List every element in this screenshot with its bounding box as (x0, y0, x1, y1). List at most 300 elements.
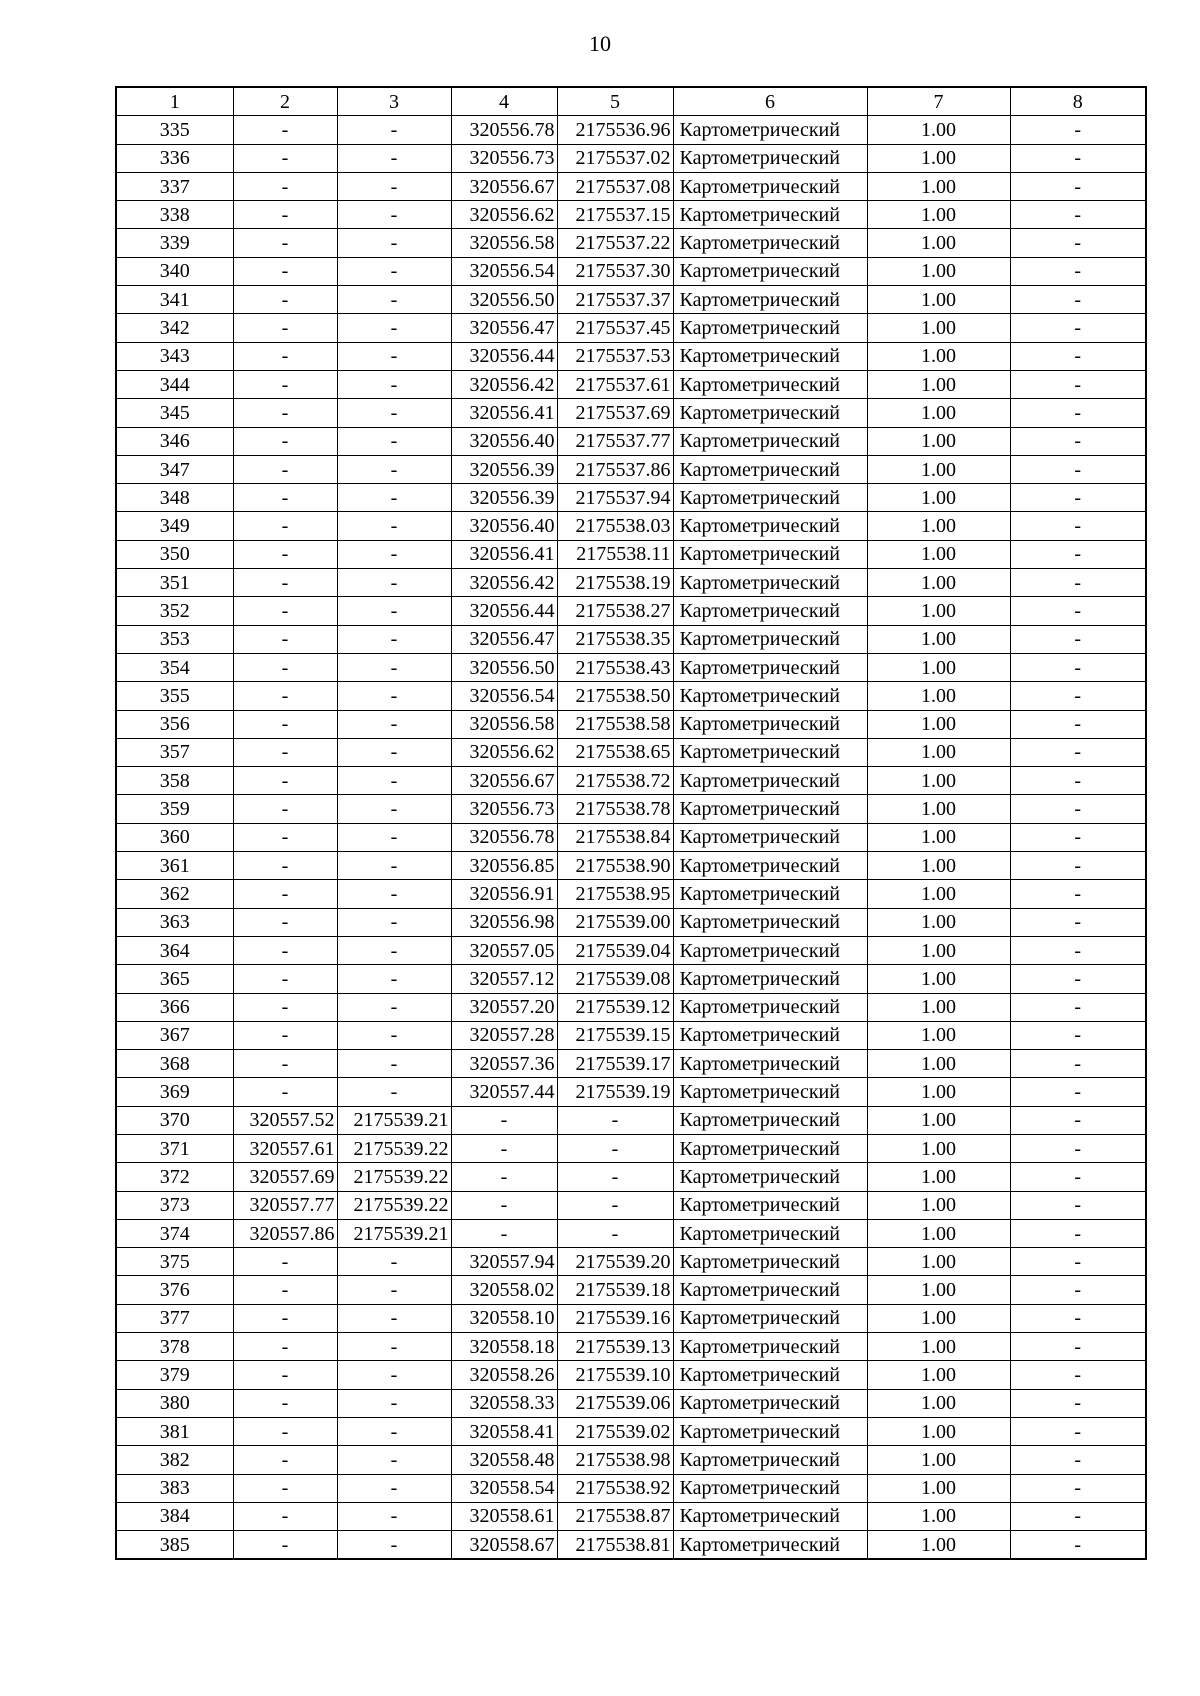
cell-old-y: - (337, 1531, 451, 1560)
cell-method: Картометрический (673, 540, 867, 568)
cell-old-y: 2175539.21 (337, 1219, 451, 1247)
cell-method: Картометрический (673, 1389, 867, 1417)
cell-new-y: 2175538.43 (557, 653, 673, 681)
cell-old-x: - (233, 852, 337, 880)
cell-method: Картометрический (673, 1134, 867, 1162)
table-row (116, 738, 1146, 766)
cell-point-number: 375 (116, 1248, 233, 1276)
cell-accuracy: 1.00 (867, 370, 1010, 398)
cell-old-y: - (337, 738, 451, 766)
cell-description: - (1010, 1474, 1146, 1502)
table-row (116, 625, 1146, 653)
cell-new-x: 320558.41 (451, 1417, 557, 1445)
cell-old-x: - (233, 370, 337, 398)
cell-method: Картометрический (673, 1502, 867, 1530)
cell-accuracy: 1.00 (867, 314, 1010, 342)
cell-new-x: 320556.39 (451, 484, 557, 512)
table-row (116, 880, 1146, 908)
cell-description: - (1010, 370, 1146, 398)
cell-new-x: 320556.39 (451, 455, 557, 483)
cell-new-y: 2175537.69 (557, 399, 673, 427)
table-body (116, 116, 1146, 1560)
cell-old-y: - (337, 710, 451, 738)
table-row (116, 1078, 1146, 1106)
cell-old-y: - (337, 823, 451, 851)
table-row (116, 1163, 1146, 1191)
cell-accuracy: 1.00 (867, 342, 1010, 370)
header-cell-8: 8 (1010, 87, 1146, 116)
cell-old-y: - (337, 653, 451, 681)
table-row (116, 427, 1146, 455)
header-cell-5: 5 (557, 87, 673, 116)
table-row (116, 1446, 1146, 1474)
table-row (116, 1191, 1146, 1219)
cell-point-number: 348 (116, 484, 233, 512)
cell-old-x: - (233, 540, 337, 568)
cell-method: Картометрический (673, 172, 867, 200)
cell-method: Картометрический (673, 1474, 867, 1502)
table-row (116, 286, 1146, 314)
table-row (116, 1021, 1146, 1049)
cell-description: - (1010, 1276, 1146, 1304)
cell-old-y: - (337, 1050, 451, 1078)
cell-new-x: - (451, 1163, 557, 1191)
cell-old-y: - (337, 936, 451, 964)
cell-point-number: 341 (116, 286, 233, 314)
table-row (116, 540, 1146, 568)
cell-accuracy: 1.00 (867, 1502, 1010, 1530)
cell-new-x: 320557.20 (451, 993, 557, 1021)
cell-accuracy: 1.00 (867, 1021, 1010, 1049)
cell-point-number: 359 (116, 795, 233, 823)
cell-description: - (1010, 1219, 1146, 1247)
cell-accuracy: 1.00 (867, 201, 1010, 229)
cell-method: Картометрический (673, 1219, 867, 1247)
cell-old-y: - (337, 512, 451, 540)
cell-point-number: 351 (116, 569, 233, 597)
cell-new-x: 320556.73 (451, 144, 557, 172)
cell-new-y: 2175539.12 (557, 993, 673, 1021)
cell-new-x: 320556.78 (451, 116, 557, 144)
cell-point-number: 365 (116, 965, 233, 993)
cell-old-y: - (337, 1474, 451, 1502)
table-row (116, 342, 1146, 370)
cell-accuracy: 1.00 (867, 257, 1010, 285)
table-row (116, 116, 1146, 144)
cell-point-number: 369 (116, 1078, 233, 1106)
cell-point-number: 367 (116, 1021, 233, 1049)
cell-old-y: - (337, 172, 451, 200)
table-row (116, 965, 1146, 993)
cell-description: - (1010, 1134, 1146, 1162)
cell-description: - (1010, 116, 1146, 144)
table-row (116, 1219, 1146, 1247)
cell-description: - (1010, 1304, 1146, 1332)
cell-method: Картометрический (673, 1050, 867, 1078)
cell-new-x: 320558.02 (451, 1276, 557, 1304)
cell-description: - (1010, 1502, 1146, 1530)
cell-description: - (1010, 908, 1146, 936)
cell-new-x: 320556.44 (451, 342, 557, 370)
table-row (116, 455, 1146, 483)
cell-accuracy: 1.00 (867, 229, 1010, 257)
cell-method: Картометрический (673, 286, 867, 314)
cell-method: Картометрический (673, 1417, 867, 1445)
table-row (116, 1417, 1146, 1445)
cell-accuracy: 1.00 (867, 399, 1010, 427)
cell-old-y: - (337, 965, 451, 993)
cell-new-x: - (451, 1134, 557, 1162)
cell-accuracy: 1.00 (867, 1248, 1010, 1276)
cell-description: - (1010, 1389, 1146, 1417)
cell-new-x: 320556.62 (451, 201, 557, 229)
cell-method: Картометрический (673, 229, 867, 257)
cell-old-y: - (337, 1304, 451, 1332)
cell-point-number: 366 (116, 993, 233, 1021)
cell-accuracy: 1.00 (867, 484, 1010, 512)
cell-method: Картометрический (673, 484, 867, 512)
cell-method: Картометрический (673, 1446, 867, 1474)
cell-point-number: 340 (116, 257, 233, 285)
cell-accuracy: 1.00 (867, 1531, 1010, 1560)
cell-new-y: 2175539.16 (557, 1304, 673, 1332)
cell-method: Картометрический (673, 342, 867, 370)
cell-new-x: 320556.42 (451, 569, 557, 597)
cell-new-y: 2175538.87 (557, 1502, 673, 1530)
cell-new-y: 2175539.06 (557, 1389, 673, 1417)
cell-description: - (1010, 965, 1146, 993)
table-row (116, 908, 1146, 936)
table-row (116, 653, 1146, 681)
cell-old-y: - (337, 682, 451, 710)
cell-old-y: - (337, 399, 451, 427)
cell-old-y: - (337, 767, 451, 795)
cell-accuracy: 1.00 (867, 1333, 1010, 1361)
cell-point-number: 337 (116, 172, 233, 200)
cell-method: Картометрический (673, 257, 867, 285)
cell-new-y: 2175538.72 (557, 767, 673, 795)
cell-method: Картометрический (673, 314, 867, 342)
cell-description: - (1010, 597, 1146, 625)
table-row (116, 823, 1146, 851)
cell-new-x: - (451, 1106, 557, 1134)
cell-point-number: 380 (116, 1389, 233, 1417)
cell-point-number: 339 (116, 229, 233, 257)
table-row (116, 852, 1146, 880)
cell-new-y: 2175537.15 (557, 201, 673, 229)
header-row (116, 87, 1146, 116)
cell-method: Картометрический (673, 965, 867, 993)
cell-new-x: 320556.40 (451, 427, 557, 455)
cell-new-y: - (557, 1191, 673, 1219)
table-row (116, 1333, 1146, 1361)
cell-point-number: 364 (116, 936, 233, 964)
cell-description: - (1010, 993, 1146, 1021)
cell-old-y: - (337, 144, 451, 172)
cell-description: - (1010, 1361, 1146, 1389)
cell-method: Картометрический (673, 880, 867, 908)
cell-point-number: 355 (116, 682, 233, 710)
cell-old-x: 320557.61 (233, 1134, 337, 1162)
cell-point-number: 379 (116, 1361, 233, 1389)
cell-point-number: 381 (116, 1417, 233, 1445)
table-row (116, 569, 1146, 597)
cell-old-x: - (233, 597, 337, 625)
cell-method: Картометрический (673, 455, 867, 483)
cell-point-number: 336 (116, 144, 233, 172)
cell-new-x: 320557.12 (451, 965, 557, 993)
cell-new-y: 2175539.13 (557, 1333, 673, 1361)
cell-method: Картометрический (673, 1276, 867, 1304)
cell-new-x: 320557.44 (451, 1078, 557, 1106)
cell-description: - (1010, 342, 1146, 370)
cell-new-x: 320556.85 (451, 852, 557, 880)
cell-new-x: 320556.47 (451, 625, 557, 653)
cell-description: - (1010, 710, 1146, 738)
cell-old-y: - (337, 1361, 451, 1389)
cell-old-y: - (337, 201, 451, 229)
table-row (116, 257, 1146, 285)
cell-description: - (1010, 229, 1146, 257)
cell-old-y: - (337, 1417, 451, 1445)
cell-new-y: 2175538.50 (557, 682, 673, 710)
cell-new-x: 320557.36 (451, 1050, 557, 1078)
table-row (116, 399, 1146, 427)
cell-point-number: 356 (116, 710, 233, 738)
cell-accuracy: 1.00 (867, 1474, 1010, 1502)
cell-new-x: 320556.73 (451, 795, 557, 823)
cell-new-x: 320558.18 (451, 1333, 557, 1361)
table-row (116, 1502, 1146, 1530)
cell-accuracy: 1.00 (867, 1361, 1010, 1389)
cell-new-x: 320558.10 (451, 1304, 557, 1332)
cell-accuracy: 1.00 (867, 1134, 1010, 1162)
cell-accuracy: 1.00 (867, 116, 1010, 144)
cell-new-x: 320556.47 (451, 314, 557, 342)
table-row (116, 144, 1146, 172)
cell-old-x: - (233, 1446, 337, 1474)
cell-new-y: 2175538.65 (557, 738, 673, 766)
cell-method: Картометрический (673, 852, 867, 880)
cell-new-y: 2175538.95 (557, 880, 673, 908)
cell-new-y: 2175539.08 (557, 965, 673, 993)
cell-description: - (1010, 172, 1146, 200)
cell-new-x: 320556.98 (451, 908, 557, 936)
cell-accuracy: 1.00 (867, 569, 1010, 597)
cell-description: - (1010, 1446, 1146, 1474)
cell-new-y: 2175536.96 (557, 116, 673, 144)
table-row (116, 1050, 1146, 1078)
cell-new-y: 2175539.04 (557, 936, 673, 964)
cell-accuracy: 1.00 (867, 908, 1010, 936)
cell-old-y: - (337, 484, 451, 512)
cell-old-x: - (233, 569, 337, 597)
cell-new-y: 2175538.78 (557, 795, 673, 823)
cell-description: - (1010, 399, 1146, 427)
cell-old-x: - (233, 1050, 337, 1078)
cell-old-y: - (337, 1446, 451, 1474)
cell-old-y: 2175539.22 (337, 1191, 451, 1219)
cell-point-number: 370 (116, 1106, 233, 1134)
table-row (116, 1276, 1146, 1304)
cell-old-x: - (233, 1304, 337, 1332)
cell-point-number: 346 (116, 427, 233, 455)
cell-accuracy: 1.00 (867, 1304, 1010, 1332)
cell-new-x: 320558.48 (451, 1446, 557, 1474)
cell-old-y: - (337, 455, 451, 483)
table-row (116, 1531, 1146, 1560)
cell-description: - (1010, 257, 1146, 285)
cell-accuracy: 1.00 (867, 286, 1010, 314)
cell-point-number: 368 (116, 1050, 233, 1078)
cell-old-y: - (337, 370, 451, 398)
cell-accuracy: 1.00 (867, 1417, 1010, 1445)
cell-old-x: - (233, 1248, 337, 1276)
cell-method: Картометрический (673, 936, 867, 964)
cell-method: Картометрический (673, 1333, 867, 1361)
cell-method: Картометрический (673, 653, 867, 681)
cell-old-x: - (233, 512, 337, 540)
cell-old-x: - (233, 653, 337, 681)
cell-point-number: 382 (116, 1446, 233, 1474)
cell-new-y: 2175538.03 (557, 512, 673, 540)
table-row (116, 1248, 1146, 1276)
cell-new-x: 320556.62 (451, 738, 557, 766)
cell-accuracy: 1.00 (867, 710, 1010, 738)
cell-description: - (1010, 569, 1146, 597)
cell-point-number: 342 (116, 314, 233, 342)
cell-new-y: 2175537.53 (557, 342, 673, 370)
cell-old-x: - (233, 1361, 337, 1389)
cell-old-x: - (233, 144, 337, 172)
cell-old-y: - (337, 880, 451, 908)
cell-point-number: 354 (116, 653, 233, 681)
cell-new-x: 320556.58 (451, 710, 557, 738)
cell-new-y: 2175537.37 (557, 286, 673, 314)
cell-old-y: 2175539.22 (337, 1134, 451, 1162)
cell-old-y: - (337, 229, 451, 257)
cell-old-y: 2175539.21 (337, 1106, 451, 1134)
cell-new-x: 320557.05 (451, 936, 557, 964)
page-number: 10 (589, 31, 611, 56)
cell-new-y: 2175538.90 (557, 852, 673, 880)
cell-method: Картометрический (673, 512, 867, 540)
cell-method: Картометрический (673, 682, 867, 710)
cell-old-y: - (337, 1078, 451, 1106)
cell-new-x: - (451, 1191, 557, 1219)
cell-new-x: 320556.78 (451, 823, 557, 851)
cell-old-x: - (233, 1078, 337, 1106)
cell-old-x: - (233, 229, 337, 257)
cell-method: Картометрический (673, 569, 867, 597)
cell-new-y: - (557, 1106, 673, 1134)
cell-description: - (1010, 682, 1146, 710)
cell-new-x: 320558.67 (451, 1531, 557, 1560)
header-cell-3: 3 (337, 87, 451, 116)
table-row (116, 1106, 1146, 1134)
cell-new-y: 2175539.19 (557, 1078, 673, 1106)
cell-accuracy: 1.00 (867, 823, 1010, 851)
cell-accuracy: 1.00 (867, 653, 1010, 681)
cell-old-x: - (233, 965, 337, 993)
cell-point-number: 343 (116, 342, 233, 370)
cell-point-number: 384 (116, 1502, 233, 1530)
cell-point-number: 383 (116, 1474, 233, 1502)
cell-method: Картометрический (673, 908, 867, 936)
cell-accuracy: 1.00 (867, 512, 1010, 540)
cell-accuracy: 1.00 (867, 795, 1010, 823)
cell-old-y: - (337, 908, 451, 936)
cell-new-y: 2175539.18 (557, 1276, 673, 1304)
cell-description: - (1010, 201, 1146, 229)
cell-point-number: 352 (116, 597, 233, 625)
cell-accuracy: 1.00 (867, 455, 1010, 483)
table-row (116, 936, 1146, 964)
cell-new-y: 2175539.02 (557, 1417, 673, 1445)
cell-description: - (1010, 795, 1146, 823)
cell-old-y: - (337, 257, 451, 285)
cell-point-number: 360 (116, 823, 233, 851)
cell-old-y: - (337, 540, 451, 568)
table-row (116, 710, 1146, 738)
cell-new-y: 2175539.17 (557, 1050, 673, 1078)
cell-old-x: - (233, 908, 337, 936)
cell-new-x: 320556.54 (451, 257, 557, 285)
table-row (116, 993, 1146, 1021)
cell-old-x: - (233, 1333, 337, 1361)
cell-accuracy: 1.00 (867, 1106, 1010, 1134)
cell-method: Картометрический (673, 993, 867, 1021)
cell-accuracy: 1.00 (867, 540, 1010, 568)
table-row (116, 767, 1146, 795)
cell-old-x: - (233, 314, 337, 342)
coordinates-table (115, 86, 1147, 1560)
cell-old-x: - (233, 286, 337, 314)
cell-accuracy: 1.00 (867, 1276, 1010, 1304)
cell-description: - (1010, 427, 1146, 455)
cell-old-x: - (233, 1389, 337, 1417)
cell-accuracy: 1.00 (867, 936, 1010, 964)
cell-old-y: - (337, 597, 451, 625)
cell-old-x: - (233, 993, 337, 1021)
cell-old-y: - (337, 852, 451, 880)
cell-new-y: 2175537.08 (557, 172, 673, 200)
cell-old-y: - (337, 342, 451, 370)
cell-point-number: 362 (116, 880, 233, 908)
cell-point-number: 347 (116, 455, 233, 483)
cell-old-x: 320557.86 (233, 1219, 337, 1247)
cell-new-y: 2175537.61 (557, 370, 673, 398)
cell-point-number: 335 (116, 116, 233, 144)
table-row (116, 370, 1146, 398)
table-row (116, 682, 1146, 710)
cell-method: Картометрический (673, 399, 867, 427)
cell-new-x: 320556.67 (451, 767, 557, 795)
cell-accuracy: 1.00 (867, 597, 1010, 625)
cell-new-x: 320557.28 (451, 1021, 557, 1049)
cell-method: Картометрический (673, 1304, 867, 1332)
cell-accuracy: 1.00 (867, 965, 1010, 993)
cell-old-y: - (337, 116, 451, 144)
cell-method: Картометрический (673, 370, 867, 398)
table-header (116, 87, 1146, 116)
header-cell-2: 2 (233, 87, 337, 116)
cell-description: - (1010, 1050, 1146, 1078)
cell-old-x: - (233, 795, 337, 823)
cell-accuracy: 1.00 (867, 1389, 1010, 1417)
cell-old-x: - (233, 455, 337, 483)
table-row (116, 1134, 1146, 1162)
